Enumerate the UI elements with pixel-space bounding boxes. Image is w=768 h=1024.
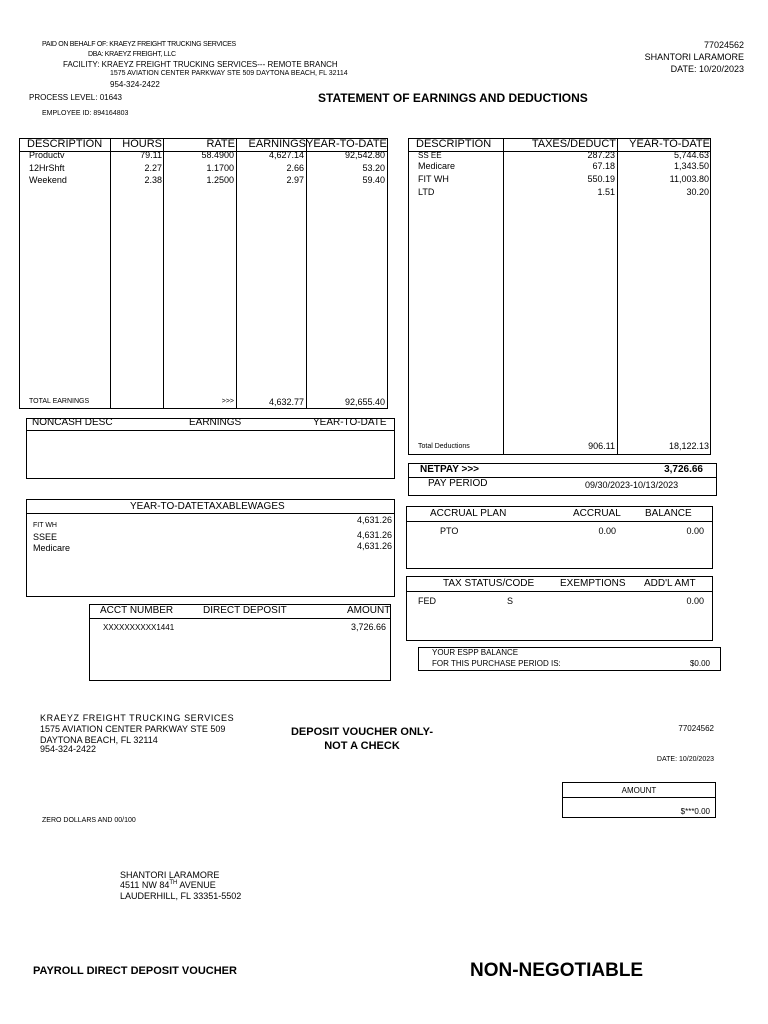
tax-status-header-exemptions: EXEMPTIONS	[560, 578, 626, 589]
deductions-header-ytd: YEAR-TO-DATE	[629, 138, 710, 150]
employee-id: EMPLOYEE ID: 894164803	[42, 110, 129, 117]
deposit-header-amount: AMOUNT	[347, 605, 391, 616]
deductions-header-description: DESCRIPTION	[416, 138, 492, 150]
payee-city: LAUDERHILL, FL 33351-5502	[120, 891, 242, 901]
total-earnings-ytd: 92,655.40	[344, 397, 385, 407]
espp-line1: YOUR ESPP BALANCE	[432, 648, 519, 657]
voucher-address2: DAYTONA BEACH, FL 32114	[40, 735, 158, 745]
tax-status-header-addl: ADD'L AMT	[644, 578, 696, 589]
earnings-header-rate: RATE	[206, 138, 235, 150]
total-deductions-label: Total Deductions	[418, 443, 470, 450]
deductions-header-taxes: TAXES/DEDUCT	[531, 138, 616, 150]
total-earnings: 4,632.77	[268, 397, 304, 407]
dba: DBA: KRAEYZ FREIGHT, LLC	[88, 51, 176, 58]
voucher-notice-line1: DEPOSIT VOUCHER ONLY-	[290, 726, 433, 738]
employee-name: SHANTORI LARAMORE	[644, 52, 744, 62]
voucher-amount: $***0.00	[680, 807, 710, 816]
page-title: STATEMENT OF EARNINGS AND DEDUCTIONS	[318, 91, 588, 105]
total-earnings-arrow: >>>	[221, 398, 234, 405]
voucher-phone: 954-324-2422	[40, 744, 97, 754]
voucher-date: DATE: 10/20/2023	[656, 756, 714, 763]
noncash-header-earnings: EARNINGS	[189, 417, 242, 428]
company-address: 1575 AVIATION CENTER PARKWAY STE 509 DAYTONA BEACH, FL 32114	[110, 70, 348, 77]
payee-name: SHANTORI LARAMORE	[120, 870, 220, 880]
deposit-header-direct: DIRECT DEPOSIT	[203, 605, 287, 616]
statement-date: DATE: 10/20/2023	[670, 64, 744, 74]
earnings-header-description: DESCRIPTION	[27, 138, 103, 150]
voucher-address1: 1575 AVIATION CENTER PARKWAY STE 509	[40, 724, 226, 734]
earnings-header-hours: HOURS	[122, 138, 162, 150]
voucher-notice-line2: NOT A CHECK	[324, 740, 400, 752]
earnings-header-earnings: EARNINGS	[248, 138, 306, 150]
noncash-header-ytd: YEAR-TO-DATE	[313, 417, 387, 428]
pay-period-label: PAY PERIOD	[428, 478, 488, 489]
total-earnings-label: TOTAL EARNINGS	[29, 398, 90, 405]
accrual-header-accrual: ACCRUAL	[573, 508, 621, 519]
pay-period: 09/30/2023-10/13/2023	[585, 480, 679, 490]
paid-on-behalf: PAID ON BEHALF OF: KRAEYZ FREIGHT TRUCKING SERVICES	[42, 41, 236, 48]
netpay-amount: 3,726.66	[664, 464, 703, 475]
taxable-wages-title: YEAR-TO-DATETAXABLEWAGES	[130, 501, 285, 512]
accrual-header-plan: ACCRUAL PLAN	[430, 508, 507, 519]
voucher-doc-number: 77024562	[678, 724, 714, 733]
doc-number: 77024562	[703, 40, 744, 50]
earnings-header-ytd: YEAR-TO-DATE	[306, 138, 387, 150]
espp-amount: $0.00	[689, 659, 710, 668]
voucher-footer-left: PAYROLL DIRECT DEPOSIT VOUCHER	[33, 965, 237, 977]
netpay-label: NETPAY >>>	[420, 464, 480, 475]
accrual-header-balance: BALANCE	[645, 508, 692, 519]
payee-street: 4511 NW 84TH AVENUE	[120, 880, 216, 890]
facility: FACILITY: KRAEYZ FREIGHT TRUCKING SERVICES--- REMOTE BRANCH	[63, 60, 338, 69]
voucher-amount-label: AMOUNT	[621, 786, 657, 795]
taxable-wages-top-value: 4,631.26	[356, 515, 392, 525]
company-phone: 954-324-2422	[110, 80, 160, 89]
voucher-company: KRAEYZ FREIGHT TRUCKING SERVICES	[40, 713, 235, 723]
noncash-header-desc: NONCASH DESC	[32, 417, 113, 428]
tax-status-header-code: TAX STATUS/CODE	[443, 578, 535, 589]
deposit-header-acct: ACCT NUMBER	[100, 605, 174, 616]
total-deductions-ytd: 18,122.13	[668, 441, 709, 451]
process-level: PROCESS LEVEL: 01643	[29, 93, 122, 102]
espp-line2: FOR THIS PURCHASE PERIOD IS:	[432, 659, 561, 668]
total-deductions: 906.11	[588, 441, 615, 451]
voucher-footer-right: NON-NEGOTIABLE	[470, 960, 644, 981]
voucher-amount-words: ZERO DOLLARS AND 00/100	[42, 817, 136, 824]
